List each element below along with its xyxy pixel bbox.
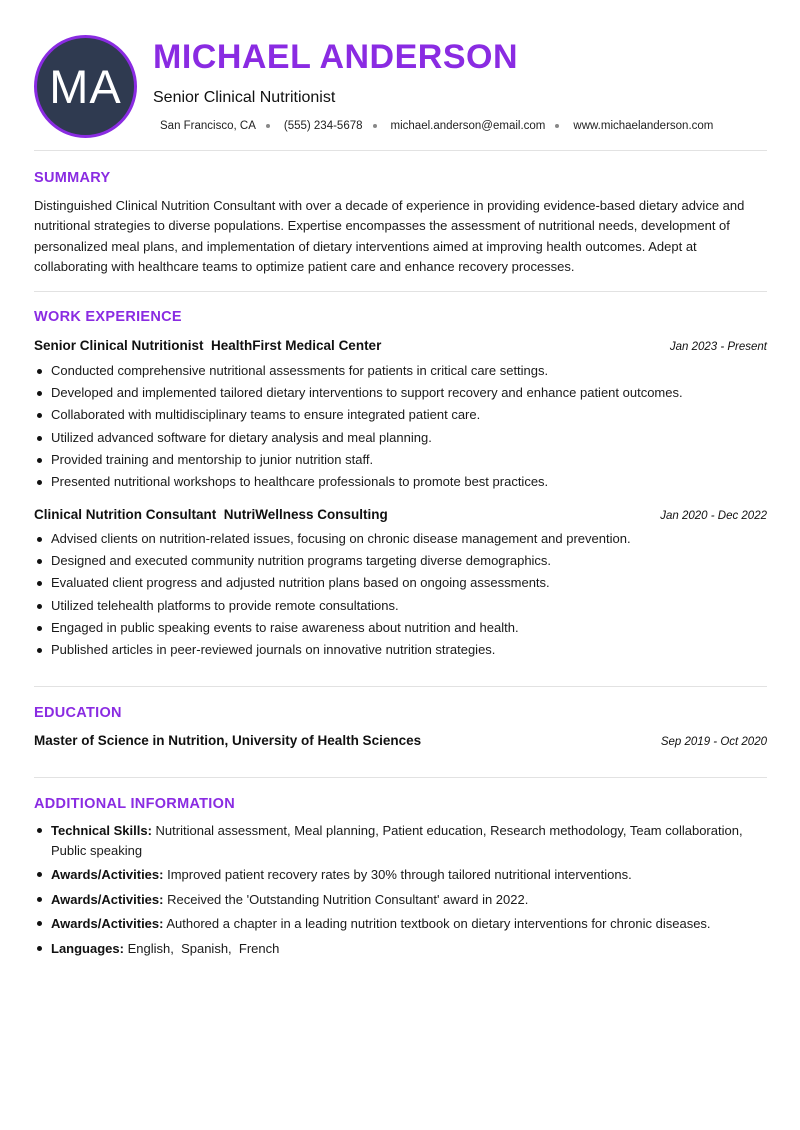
additional-info-heading: ADDITIONAL INFORMATION bbox=[34, 796, 235, 812]
separator-dot bbox=[555, 124, 559, 128]
list-item: Evaluated client progress and adjusted nutrition plans based on ongoing assessments. bbox=[34, 572, 769, 594]
item-label: Awards/Activities: bbox=[51, 867, 164, 882]
job-dates: Jan 2023 - Present bbox=[669, 341, 767, 353]
work-experience-heading: WORK EXPERIENCE bbox=[34, 309, 182, 325]
list-item: Utilized telehealth platforms to provide remote consultations. bbox=[34, 595, 769, 617]
list-item bbox=[34, 890, 769, 910]
job-header bbox=[34, 338, 767, 353]
item-text: Received the 'Outstanding Nutrition Consultant' award in 2022. bbox=[167, 891, 529, 907]
list-item: Designed and executed community nutrition programs targeting diverse demographics. bbox=[34, 550, 769, 572]
contact-bar bbox=[160, 120, 713, 132]
candidate-title: Senior Clinical Nutritionist bbox=[153, 89, 336, 106]
item-label: Technical Skills: bbox=[51, 823, 152, 838]
item-text: Nutritional assessment, Meal planning, Patient education, Research methodology, Team collaboration, Public speaking bbox=[51, 823, 743, 858]
section-divider bbox=[34, 150, 767, 151]
contact-location: San Francisco, CA bbox=[160, 120, 256, 132]
item-label: Languages: bbox=[51, 940, 124, 956]
contact-email[interactable]: michael.anderson@email.com bbox=[390, 120, 546, 132]
job-bullets bbox=[34, 528, 769, 661]
list-item: Engaged in public speaking events to raise awareness about nutrition and health. bbox=[34, 617, 769, 639]
job-company: HealthFirst Medical Center bbox=[211, 338, 382, 353]
list-item: Developed and implemented tailored dietary interventions to support recovery and enhance patient outcomes. bbox=[34, 382, 769, 404]
job-role-company bbox=[34, 507, 388, 522]
job-role: Clinical Nutrition Consultant bbox=[34, 507, 217, 522]
item-label: Awards/Activities: bbox=[51, 916, 164, 931]
job-header bbox=[34, 507, 767, 522]
list-item bbox=[34, 914, 769, 934]
job-dates: Jan 2020 - Dec 2022 bbox=[660, 510, 767, 522]
list-item: Presented nutritional workshops to healthcare professionals to promote best practices. bbox=[34, 471, 769, 493]
section-divider bbox=[34, 777, 767, 778]
avatar bbox=[34, 35, 137, 138]
list-item bbox=[34, 821, 769, 860]
summary-heading: SUMMARY bbox=[34, 170, 111, 186]
job-role: Senior Clinical Nutritionist bbox=[34, 338, 204, 353]
avatar-initials: MA bbox=[49, 60, 122, 113]
separator-dot bbox=[266, 124, 270, 128]
list-item: Utilized advanced software for dietary analysis and meal planning. bbox=[34, 427, 769, 449]
job-company: NutriWellness Consulting bbox=[223, 507, 388, 522]
item-label: Awards/Activities: bbox=[51, 891, 164, 907]
job-bullets bbox=[34, 360, 769, 493]
list-item: Conducted comprehensive nutritional assessments for patients in critical care settings. bbox=[34, 360, 769, 382]
list-item: Collaborated with multidisciplinary teams to ensure integrated patient care. bbox=[34, 404, 769, 426]
education-dates: Sep 2019 - Oct 2020 bbox=[660, 736, 767, 748]
education-entry bbox=[34, 733, 767, 748]
list-item: Provided training and mentorship to junior nutrition staff. bbox=[34, 449, 769, 471]
candidate-name: MICHAEL ANDERSON bbox=[153, 38, 519, 76]
list-item bbox=[34, 939, 769, 959]
education-degree: Master of Science in Nutrition, University of Health Sciences bbox=[34, 733, 422, 748]
item-text: Improved patient recovery rates by 30% through tailored nutritional interventions. bbox=[167, 867, 632, 882]
education-heading: EDUCATION bbox=[34, 705, 122, 721]
contact-website[interactable]: www.michaelanderson.com bbox=[573, 120, 714, 132]
additional-info-list bbox=[34, 821, 769, 963]
job-role-company bbox=[34, 338, 381, 353]
contact-phone: (555) 234-5678 bbox=[283, 120, 363, 132]
item-text: English, Spanish, French bbox=[127, 940, 280, 956]
list-item: Advised clients on nutrition-related issues, focusing on chronic disease management and prevention. bbox=[34, 528, 769, 550]
separator-dot bbox=[373, 124, 377, 128]
summary-text: Distinguished Clinical Nutrition Consultant with over a decade of experience in providing evidence-based dietary advice and nutritional strategies to diverse populations. Expertise encompasses the assessment of nutritional needs, development of personalized meal plans, and implementation of dietary interventions aimed at improving health outcomes. Adept at collaborating with healthcare teams to optimize patient care and enhance recovery processes. bbox=[34, 198, 745, 274]
list-item bbox=[34, 865, 769, 885]
item-text: Authored a chapter in a leading nutrition textbook on dietary interventions for chronic diseases. bbox=[166, 916, 711, 931]
section-divider bbox=[34, 291, 767, 292]
list-item: Published articles in peer-reviewed journals on innovative nutrition strategies. bbox=[34, 639, 769, 661]
section-divider bbox=[34, 686, 767, 687]
